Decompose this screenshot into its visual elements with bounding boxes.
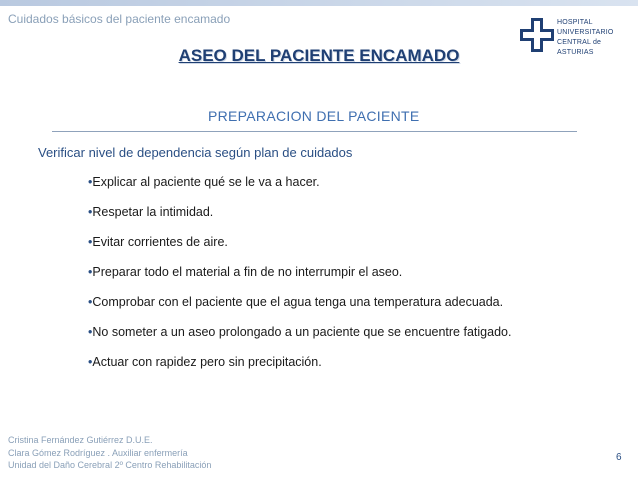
divider — [52, 131, 577, 132]
slide-subtitle: Cuidados básicos del paciente encamado — [8, 12, 231, 26]
list-item-text: Comprobar con el paciente que el agua tenga una temperatura adecuada. — [92, 295, 504, 309]
lead-text: Verificar nivel de dependencia según plan de cuidados — [38, 145, 353, 160]
bullet-list — [88, 175, 511, 385]
footer-credits — [8, 434, 211, 472]
logo-line: CENTRAL de — [557, 39, 602, 46]
bullet-marker: • — [88, 205, 93, 219]
slide-title: ASEO DEL PACIENTE ENCAMADO — [178, 46, 460, 65]
section-title: PREPARACION DEL PACIENTE — [208, 108, 420, 124]
footer-line: Unidad del Daño Cerebral 2º Centro Rehabilitación — [8, 460, 212, 470]
list-item — [88, 325, 511, 355]
list-item — [88, 295, 511, 325]
logo-line: ASTURIAS — [557, 49, 594, 56]
bullet-marker: • — [88, 175, 93, 189]
logo-line: HOSPITAL — [557, 19, 593, 26]
footer-line: Clara Gómez Rodríguez . Auxiliar enfermería — [8, 447, 188, 458]
bullet-marker: • — [88, 295, 93, 309]
list-item-text: Evitar corrientes de aire. — [92, 235, 228, 249]
footer-line: Cristina Fernández Gutiérrez D.U.E. — [8, 435, 153, 445]
top-bar — [0, 0, 638, 6]
list-item — [88, 265, 511, 295]
bullet-marker: • — [88, 325, 93, 339]
bullet-marker: • — [88, 265, 93, 279]
bullet-marker: • — [88, 235, 93, 249]
list-item-text: No someter a un aseo prolongado a un paciente que se encuentre fatigado. — [92, 325, 512, 339]
logo-line: UNIVERSITARIO — [557, 29, 614, 36]
page-number: 6 — [616, 452, 622, 463]
list-item-text: Actuar con rapidez pero sin precipitación. — [92, 355, 322, 369]
list-item-text: Respetar la intimidad. — [92, 205, 214, 219]
list-item — [88, 355, 511, 385]
list-item — [88, 205, 511, 235]
list-item — [88, 175, 511, 205]
list-item-text: Explicar al paciente qué se le va a hacer. — [92, 175, 320, 189]
list-item-text: Preparar todo el material a fin de no interrumpir el aseo. — [92, 265, 403, 279]
bullet-marker: • — [88, 355, 93, 369]
list-item — [88, 235, 511, 265]
